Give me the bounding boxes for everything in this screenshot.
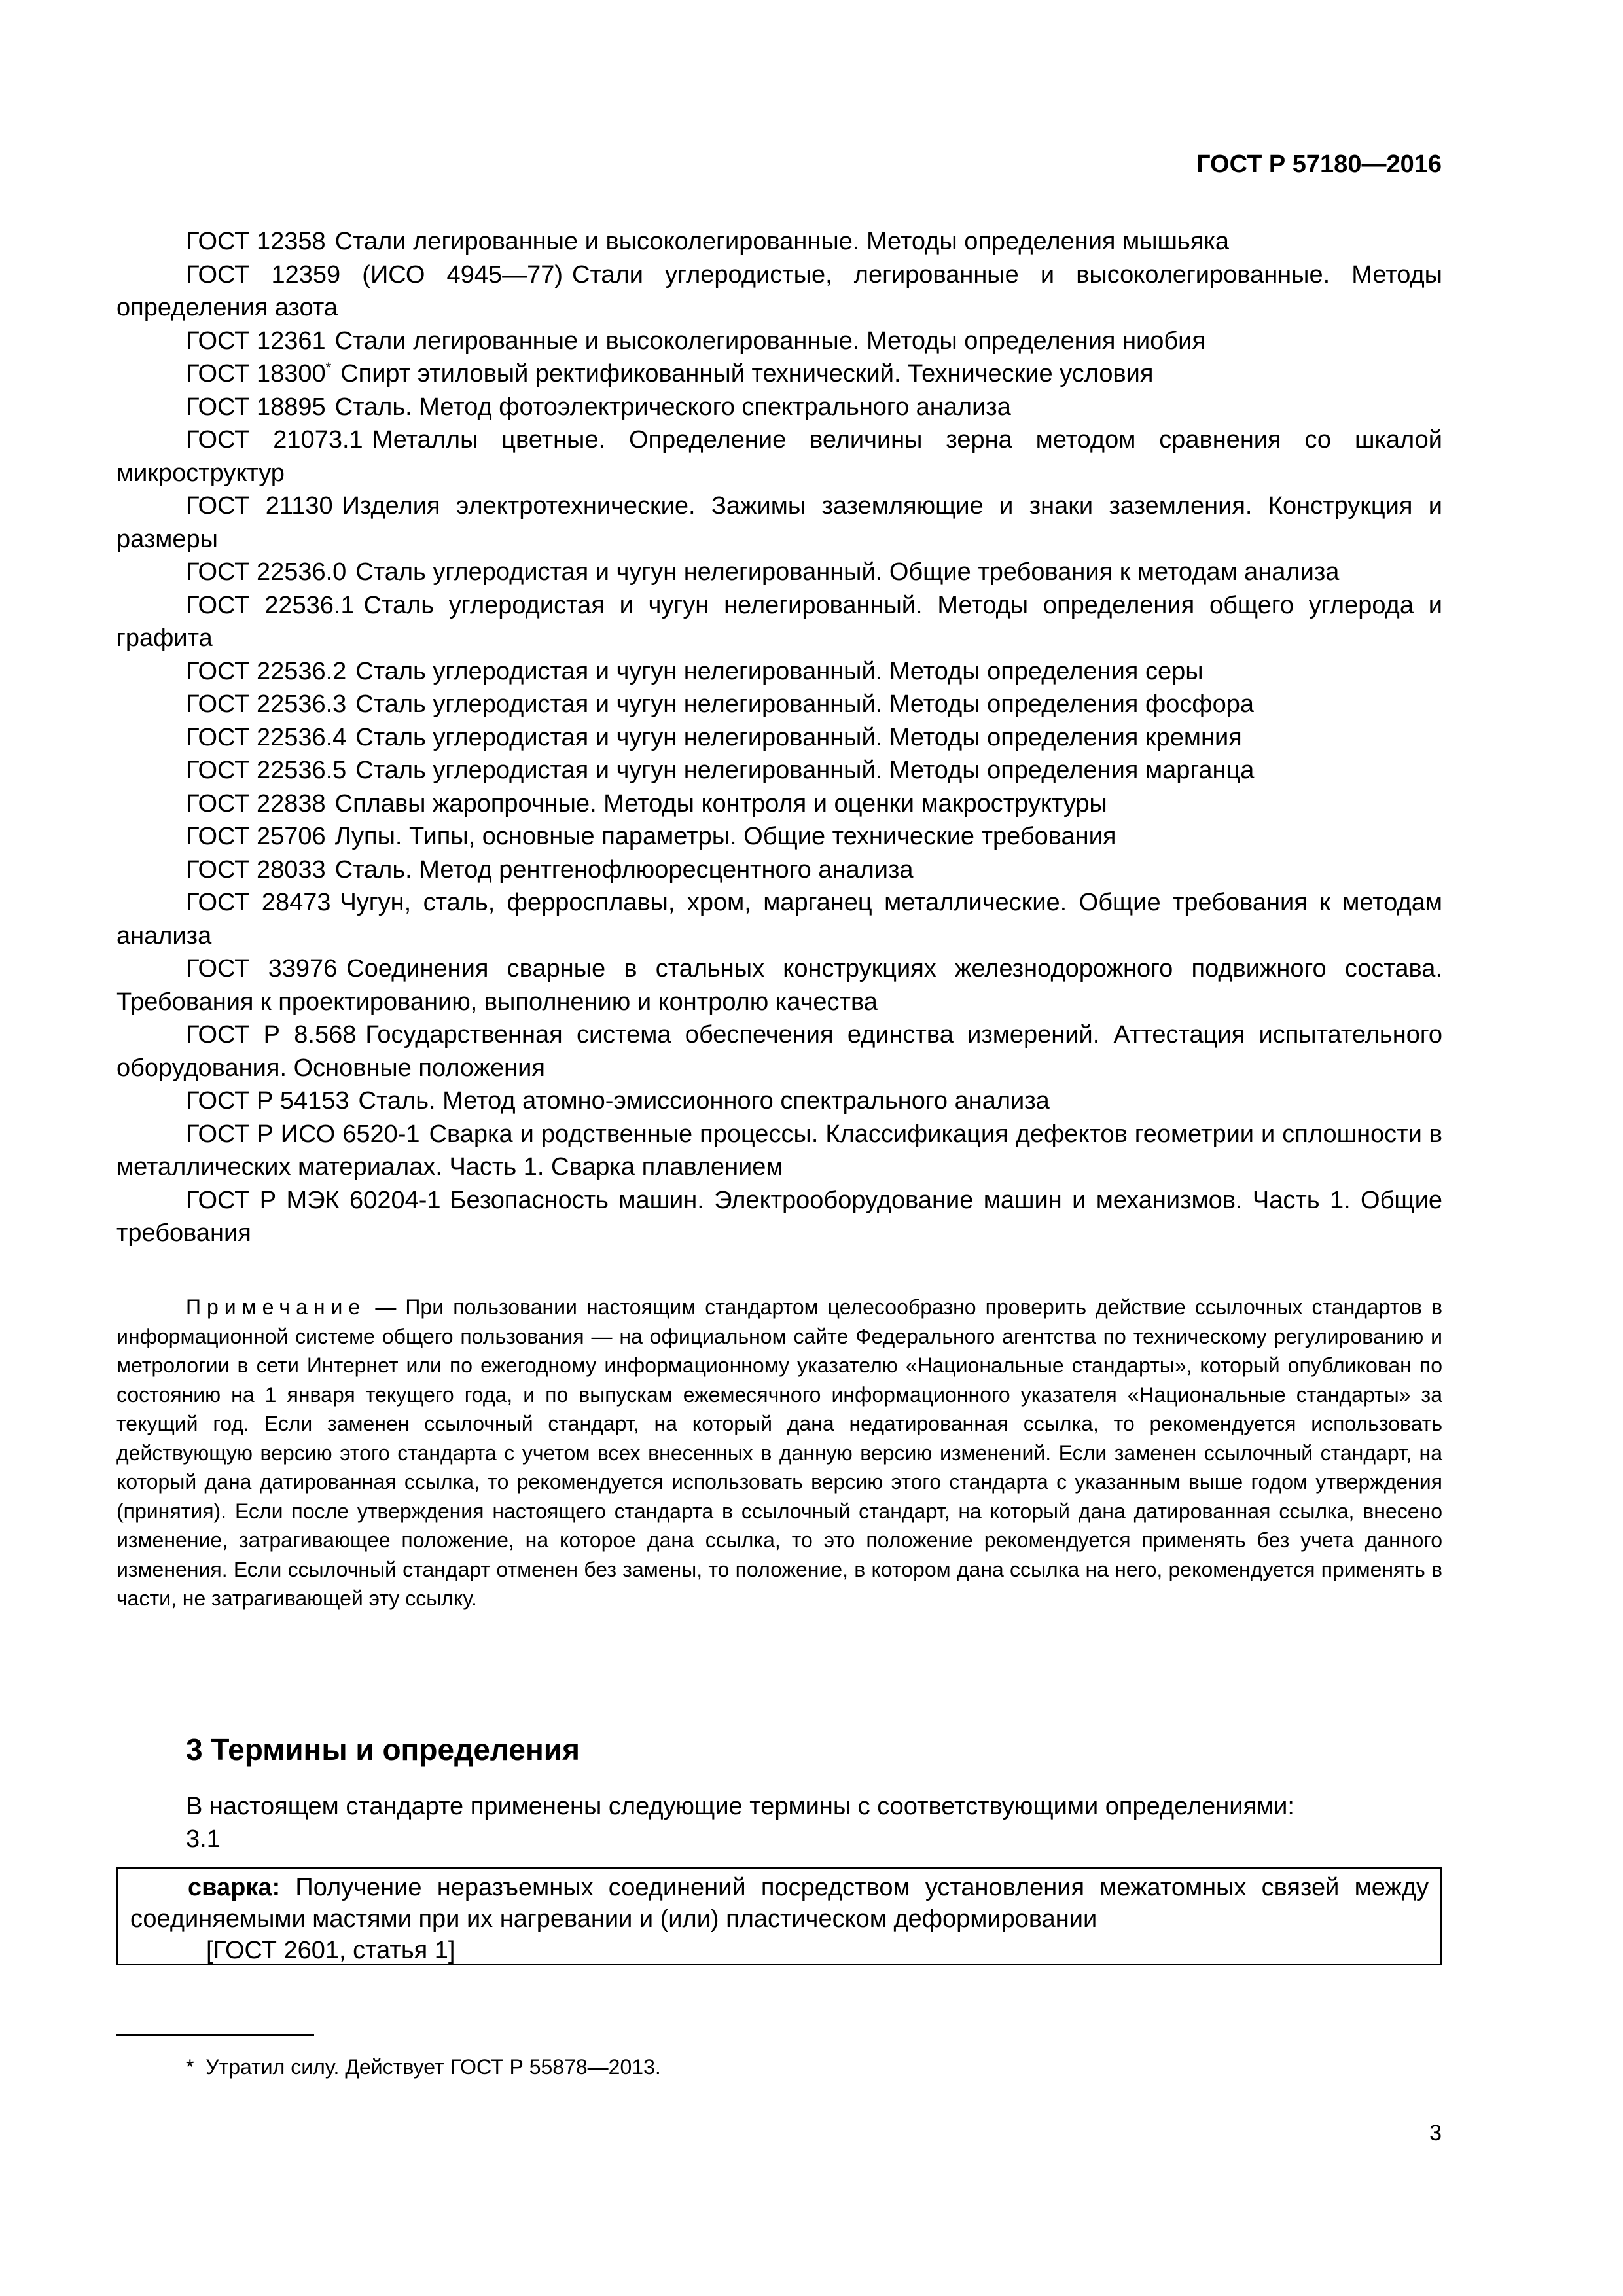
document-header: ГОСТ Р 57180—2016 <box>1196 151 1442 178</box>
reference-title: Стали углеродистые, легированные и высоколегированные. Методы определения азота <box>116 260 1442 321</box>
references-note <box>116 1293 1442 1613</box>
reference-code: ГОСТ 22536.5 <box>186 757 347 784</box>
reference-item <box>116 820 1442 853</box>
reference-code: ГОСТ Р 8.568 <box>186 1021 357 1049</box>
reference-code: ГОСТ 12359 (ИСО 4945—77) <box>186 260 563 289</box>
page-number: 3 <box>1429 2121 1442 2145</box>
reference-code: ГОСТ Р ИСО 6520-1 <box>186 1120 420 1148</box>
reference-item <box>116 490 1442 556</box>
reference-code: ГОСТ 18895 <box>186 393 326 421</box>
reference-title: Сталь углеродистая и чугун нелегированный. Методы определения марганца <box>355 757 1255 784</box>
reference-title: Сталь углеродистая и чугун нелегированный. Методы определения кремния <box>355 723 1242 751</box>
term-source: [ГОСТ 2601, статья 1] <box>206 1937 455 1964</box>
reference-item <box>116 952 1442 1018</box>
term-definition-box <box>116 1867 1442 1965</box>
reference-title: Сталь. Метод фотоэлектрического спектрального анализа <box>334 393 1011 421</box>
reference-code: ГОСТ 18300 <box>186 360 326 387</box>
reference-item <box>116 688 1442 721</box>
reference-item <box>116 655 1442 689</box>
reference-code: ГОСТ 22536.0 <box>186 558 347 586</box>
term-definition <box>130 1872 1429 1935</box>
reference-item <box>116 853 1442 887</box>
term-number: 3.1 <box>186 1825 221 1853</box>
reference-item <box>116 787 1442 821</box>
reference-title: Сталь углеродистая и чугун нелегированный. Методы определения серы <box>355 657 1204 685</box>
reference-item <box>116 1018 1442 1085</box>
reference-code: ГОСТ 22536.3 <box>186 691 347 718</box>
reference-title: Сталь. Метод атомно-эмиссионного спектрального анализа <box>358 1087 1050 1115</box>
normative-references-list <box>116 225 1442 1250</box>
reference-title: Стали легированные и высоколегированные. Методы определения мышьяка <box>334 228 1229 255</box>
footnote-text: Утратил силу. Действует ГОСТ Р 55878—2013. <box>205 2055 661 2079</box>
reference-title: Сталь. Метод рентгенофлюоресцентного анализа <box>334 855 914 884</box>
reference-title: Безопасность машин. Электрооборудование машин и механизмов. Часть 1. Общие требования <box>116 1186 1442 1247</box>
section-intro-text: В настоящем стандарте применены следующие термины с соответствующими определениями: <box>186 1793 1294 1820</box>
reference-item <box>116 423 1442 490</box>
reference-title: Сплавы жаропрочные. Методы контроля и оценки макроструктуры <box>334 789 1107 817</box>
reference-title: Изделия электротехнические. Зажимы заземляющие и знаки заземления. Конструкция и размеры <box>116 492 1442 553</box>
term-word: сварка: <box>188 1874 281 1901</box>
term-definition-text: Получение неразъемных соединений посредством установления межатомных связей между соединяемыми мастями при их нагревании и (или) пластическом деформировании <box>130 1874 1429 1933</box>
reference-title: Стали легированные и высоколегированные. Методы определения ниобия <box>334 327 1205 355</box>
reference-item <box>116 886 1442 952</box>
reference-title: Сварка и родственные процессы. Классификация дефектов геометрии и сплошности в металлических материалах. Часть 1. Сварка плавлением <box>116 1120 1443 1181</box>
reference-code: ГОСТ 12361 <box>186 327 326 355</box>
footnote-mark: * <box>325 359 332 376</box>
reference-item <box>116 391 1442 424</box>
reference-item <box>116 1118 1442 1184</box>
reference-code: ГОСТ 22536.1 <box>186 591 355 619</box>
reference-code: ГОСТ 21073.1 <box>186 426 363 454</box>
reference-code: ГОСТ 12358 <box>186 228 326 255</box>
reference-item <box>116 1085 1442 1118</box>
reference-item <box>116 721 1442 755</box>
reference-item <box>116 357 1442 391</box>
note-text: — При пользовании настоящим стандартом целесообразно проверить действие ссылочных стандартов в информационной системе общего пользования — на официальном сайте Федерального агентства по техническому регулированию и метрологии в сети Интернет или по ежегодному информационному указателю «Национальные стандарты», который опубликован по состоянию на 1 января текущего года, и по выпускам ежемесячного информационного указателя «Национальные стандарты» за текущий год. Если заменен ссылочный стандарт, на который дана недатированная ссылка, то рекомендуется использовать действующую версию этого стандарта с учетом всех внесенных в данную версию изменений. Если заменен ссылочный стандарт, на который дана датированная ссылка, то рекомендуется использовать версию этого стандарта с указанным выше годом утверждения (принятия). Если после утверждения настоящего стандарта в ссылочный стандарт, на который дана датированная ссылка, внесено изменение, затрагивающее положение, на которое дана ссылка, то это положение рекомендуется применять без учета данного изменения. Если ссылочный стандарт отменен без замены, то положение, в котором дана ссылка на него, рекомендуется применять в части, не затрагивающей эту ссылку. <box>116 1295 1443 1610</box>
note-label: Примечание <box>186 1295 366 1319</box>
section-title: 3 Термины и определения <box>186 1732 580 1767</box>
reference-item <box>116 754 1442 787</box>
reference-title: Сталь углеродистая и чугун нелегированный. Общие требования к методам анализа <box>355 558 1340 586</box>
reference-title: Чугун, сталь, ферросплавы, хром, марганец металлические. Общие требования к методам анализа <box>116 889 1442 950</box>
section-intro <box>186 1790 1442 1856</box>
reference-title: Государственная система обеспечения единства измерений. Аттестация испытательного оборудования. Основные положения <box>116 1021 1442 1082</box>
reference-title: Соединения сварные в стальных конструкциях железнодорожного подвижного состава. Требования к проектированию, выполнению и контролю качества <box>116 955 1442 1016</box>
footnote-divider <box>116 2034 314 2036</box>
reference-item <box>116 259 1442 325</box>
reference-title: Сталь углеродистая и чугун нелегированный. Методы определения фосфора <box>355 691 1255 718</box>
reference-item <box>116 556 1442 589</box>
reference-item <box>116 589 1442 655</box>
reference-code: ГОСТ 33976 <box>186 955 338 982</box>
reference-item <box>116 225 1442 259</box>
reference-title: Сталь углеродистая и чугун нелегированный. Методы определения общего углерода и графита <box>116 591 1442 652</box>
reference-title: Лупы. Типы, основные параметры. Общие технические требования <box>334 823 1116 850</box>
reference-code: ГОСТ Р 54153 <box>186 1087 349 1115</box>
reference-code: ГОСТ 25706 <box>186 823 326 850</box>
reference-code: ГОСТ Р МЭК 60204-1 <box>186 1186 441 1214</box>
reference-title: Металлы цветные. Определение величины зерна методом сравнения со шкалой микроструктур <box>116 426 1442 487</box>
reference-code: ГОСТ 22838 <box>186 789 326 817</box>
reference-item <box>116 1184 1442 1250</box>
footnote-mark: * <box>186 2055 194 2079</box>
reference-title: Спирт этиловый ректификованный технический. Технические условия <box>340 360 1154 387</box>
reference-code: ГОСТ 22536.2 <box>186 657 347 685</box>
reference-code: ГОСТ 28033 <box>186 855 326 884</box>
reference-code: ГОСТ 22536.4 <box>186 723 347 751</box>
reference-code: ГОСТ 28473 <box>186 889 331 916</box>
reference-item <box>116 325 1442 358</box>
footnote <box>186 2053 661 2081</box>
reference-code: ГОСТ 21130 <box>186 492 333 520</box>
